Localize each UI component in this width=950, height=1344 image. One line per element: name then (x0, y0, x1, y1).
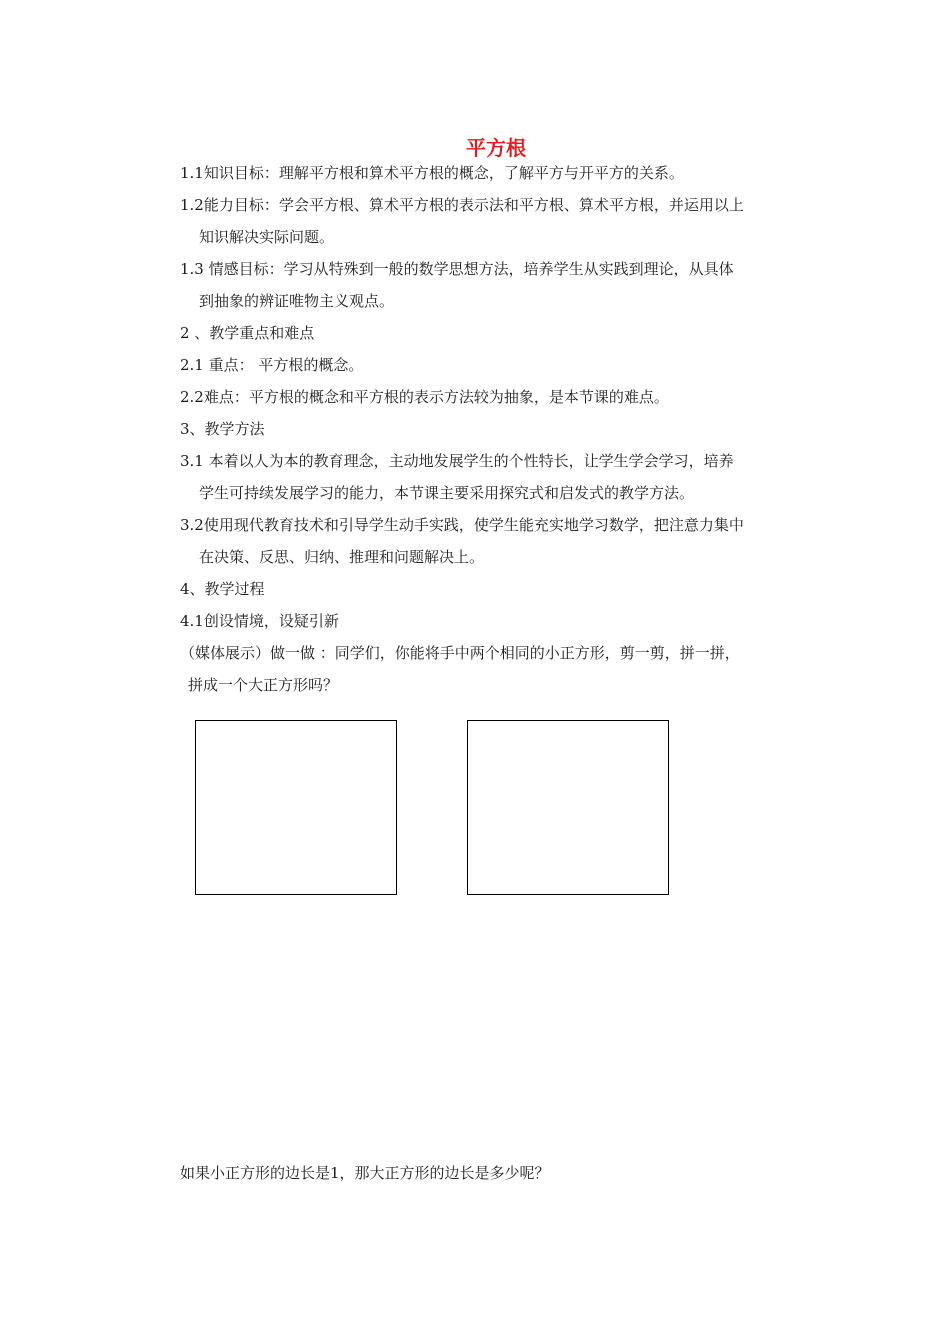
paragraph-line: 知识解决实际问题。 (199, 228, 335, 246)
paragraph-line: 学生可持续发展学习的能力，本节课主要采用探究式和启发式的教学方法。 (199, 484, 695, 502)
section-heading: 2 、教学重点和难点 (180, 324, 315, 342)
paragraph-line: 1.1知识目标：理解平方根和算术平方根的概念，了解平方与开平方的关系。 (180, 164, 684, 182)
paragraph-line: 3.1 本着以人为本的教育理念，主动地发展学生的个性特长，让学生学会学习，培养 (180, 452, 734, 470)
paragraph-line: 1.3 情感目标：学习从特殊到一般的数学思想方法，培养学生从实践到理论，从具体 (180, 260, 734, 278)
paragraph-line: 1.2能力目标：学会平方根、算术平方根的表示法和平方根、算术平方根，并运用以上 (180, 196, 744, 214)
paragraph-line: （媒体展示）做一做 ：同学们，你能将手中两个相同的小正方形，剪一剪，拼一拼， (180, 644, 740, 662)
paragraph-line: 在决策、反思、归纳、推理和问题解决上。 (199, 548, 485, 566)
section-heading: 4、教学过程 (180, 580, 265, 598)
small-square-right (467, 720, 669, 895)
paragraph-line: 到抽象的辨证唯物主义观点。 (199, 292, 395, 310)
section-heading: 3、教学方法 (180, 420, 265, 438)
paragraph-line: 3.2使用现代教育技术和引导学生动手实践，使学生能充实地学习数学，把注意力集中 (180, 516, 744, 534)
paragraph-line: 2.1 重点： 平方根的概念。 (180, 356, 364, 374)
question-text: 如果小正方形的边长是1，那大正方形的边长是多少呢？ (180, 1164, 550, 1182)
paragraph-line: 拼成一个大正方形吗？ (188, 676, 339, 694)
paragraph-line: 2.2难点：平方根的概念和平方根的表示方法较为抽象，是本节课的难点。 (180, 388, 669, 406)
page-title: 平方根 (466, 136, 526, 160)
paragraph-line: 4.1创设情境，设疑引新 (180, 612, 339, 630)
small-square-left (195, 720, 397, 895)
